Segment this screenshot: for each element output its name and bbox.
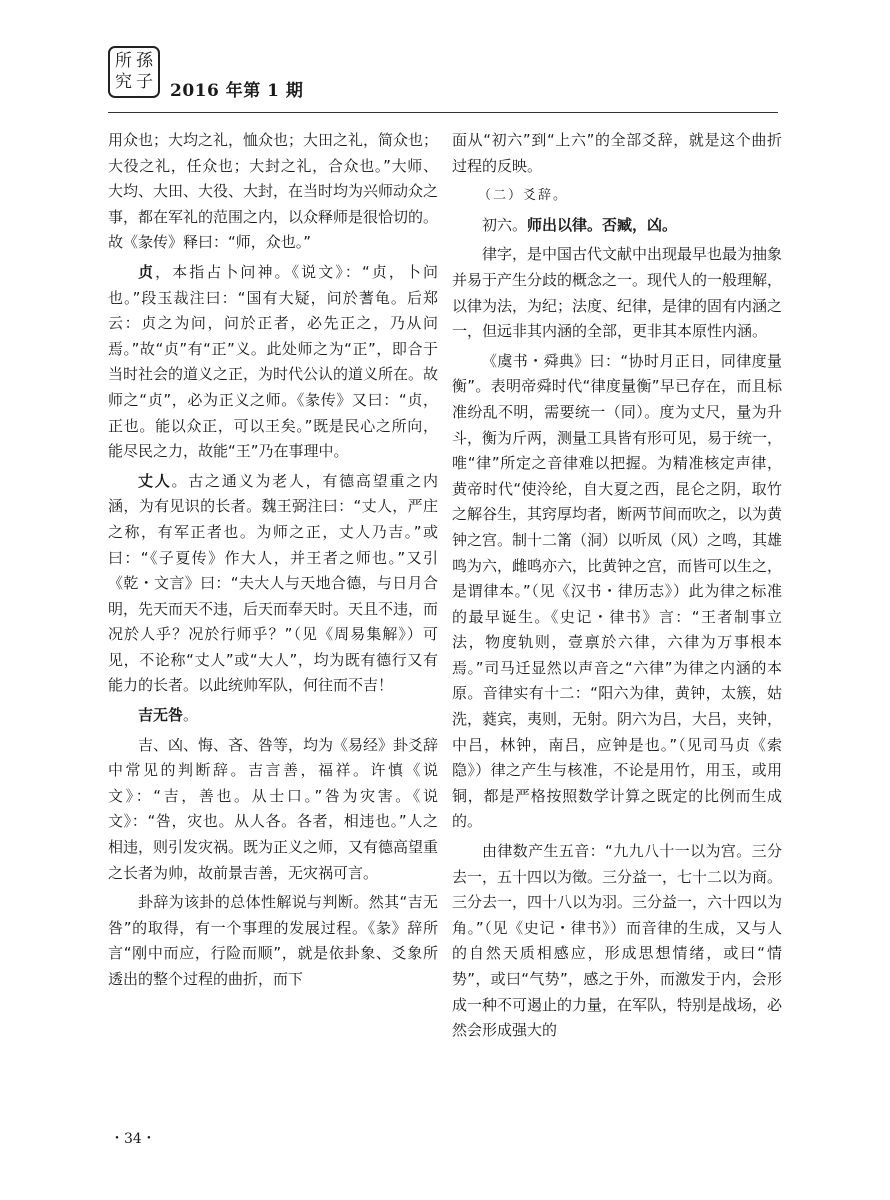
left-column [108, 128, 438, 993]
line-label: 初六。 [482, 215, 528, 234]
section-heading: （二）爻辞。 [478, 188, 569, 204]
paragraph: 《虞书・舜典》曰：“协时月正日，同律度量衡”。表明帝舜时代“律度量衡”早已存在，而且标准纷乱不明，需要统一（同）。度为丈尺，量为升斗，衡为斤两，测量工具皆有形可见，易于统一，唯“律”所定之音律难以把握。为精准核定声律，黄帝时代“使泠纶，自大夏之西，昆仑之阴，取竹之解谷生，其窍厚均者，断两节间而吹之，以为黄钟之宫。制十二筩（洞）以听凤（风）之鸣，其雄鸣为六，雌鸣亦六，比黄钟之宫，而皆可以生之，是谓律本。”（见《汉书・律历志》）此为律之标准的最早诞生。《史记・律书》言：“王者制事立法，物度轨则，壹禀於六律，六律为万事根本焉。”司马迁显然以声音之“六律”为律之内涵的本原。音律实有十二：“阳六为律，黄钟，太簇，姑洗，蕤宾，夷则，无射。阴六为吕，大吕，夹钟，中吕，林钟，南吕，应钟是也。”（见司马贞《索隐》）律之产生与核准，不论是用竹，用玉，或用铜，都是严格按照数学计算之既定的比例而生成的。 [452, 351, 783, 831]
line-text-bold: 师出以律。否臧，凶。 [527, 215, 678, 234]
paragraph-text: 。 [183, 706, 199, 725]
paragraph [452, 213, 782, 239]
right-column [452, 128, 782, 1044]
paragraph: 由律数产生五音：“九九八十一以为宫。三分去一，五十四以为徵。三分益一，七十二以为商。三分去一，四十八以为羽。三分益一，六十四以为角。”（见《史记・律书》）而音律的生成，又与人的自然天质相感应，形成思想情绪，或曰“情势”，或曰“气势”，感之于外，而激发于内，会形成一种不可遏止的力量，在军队，特别是战场，必然会形成强大的 [452, 842, 783, 1040]
term-heading: 丈人 [138, 471, 172, 490]
paragraph-text: ，本指占卜问神。《说文》：“贞，卜问也。”段玉裁注曰：“国有大疑，问於蓍龟。后郑云：贞之为问，问於正者，必先正之，乃从问焉。”故“贞”有“正”义。此处师之为“正”，即合于当时社会的道义之正，为时代公认的道义所在。故师之“贞”，必为正义之师。《彖传》又曰：“贞，正也。能以众正，可以王矣。”既是民心之所向，能尽民之力，故能“王”乃在事理中。 [108, 262, 439, 461]
page-number: ・34・ [110, 1131, 156, 1147]
header-divider [108, 112, 778, 113]
paragraph [108, 260, 438, 465]
paragraph: 面从“初六”到“上六”的全部爻辞，就是这个曲折过程的反映。 [452, 131, 782, 175]
paragraph [108, 469, 438, 699]
logo-char: 究 [115, 72, 132, 92]
logo-char: 所 [115, 51, 132, 71]
paragraph-text: 。古之通义为老人，有德高望重之内涵，为有见识的长者。魏王弼注曰：“丈人，严庄之称，有军正者也。为师之正，丈人乃吉。”或曰：“《子夏传》作大人，并王者之师也。”又引《乾・文言》曰：“夫大人与天地合德，与日月合明，先天而天不违，后天而奉天时。天且不违，而况於人乎？况於行师乎？”（见《周易集解》）可见，不论称“丈人”或“大人”，均为既有德行又有能力的长者。以此统帅军队，何往而不吉！ [108, 471, 439, 695]
page-header [108, 46, 788, 106]
paragraph [108, 703, 438, 729]
paragraph: 律字，是中国古代文献中出现最早也最为抽象并易于产生分歧的概念之一。现代人的一般理解，以律为法，为纪；法度、纪律，是律的固有内涵之一，但远非其内涵的全部，更非其本原性内涵。 [452, 245, 783, 341]
paragraph: 吉、凶、悔、吝、咎等，均为《易经》卦爻辞中常见的判断辞。吉言善，福祥。许慎《说文》：“吉，善也。从士口。”咎为灾害。《说文》：“咎，灾也。从人各。各者，相违也。”人之相违，则引发灾祸。既为正义之师，又有德高望重之长者为帅，故前景吉善，无灾祸可言。 [108, 735, 439, 882]
term-heading: 贞 [138, 262, 156, 281]
logo-char: 子 [136, 72, 153, 92]
paragraph: 用众也；大均之礼，恤众也；大田之礼，简众也；大役之礼，任众也；大封之礼，合众也。”大师、大均、大田、大役、大封，在当时均为兴师动众之事，都在军礼的范围之内，以众释师是很恰切的。故《彖传》释曰：“师，众也。” [108, 131, 439, 252]
paragraph: 卦辞为该卦的总体性解说与判断。然其“吉无咎”的取得，有一个事理的发展过程。《彖》辞所言“刚中而应，行险而顺”，就是依卦象、爻象所透出的整个过程的曲折，而下 [108, 893, 438, 988]
journal-logo-seal [108, 46, 160, 98]
issue-label: 2016 年第 1 期 [170, 81, 304, 101]
term-heading: 吉无咎 [138, 706, 184, 725]
logo-char: 孫 [136, 51, 153, 71]
